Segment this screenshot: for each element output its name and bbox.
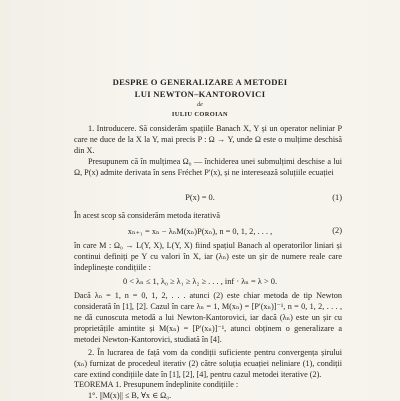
paragraph-section-2: 2. În lucrarea de față vom da condiții suficiente pentru convergența șirului (xₙ) furnizat de procedeul iterativ (2) către soluția ecuației neliniare (1), condiții care extind condițiile date în [1], [2], [4], pentru cazul metodei iterative (2). [74,348,342,379]
theorem-1-condition-1: 1°. ||M(x)|| ≤ B, ∀x ∈ Ω₀. [88,391,172,400]
paragraph-introduction: 1. Introducere. Să considerăm spațiile Banach X, Y și un operator neliniar P care ne duce de la X la Y, mai precis P : Ω → Y, unde Ω este o mulțime deschisă din X. [74,124,342,155]
equation-1-number: (1) [332,193,342,202]
equation-2-body: xₙ₊₁ = xₙ − λₙM(xₙ)P(xₙ), n = 0, 1, 2, . . . , [127,227,273,236]
paragraph-special-cases: Dacă λₙ = 1, n = 0, 1, 2, . . . atunci (2) este chiar metoda de tip Newton considerată în [1], [2]. Cazul în care λₙ = 1, M(xₙ) = [P′(xₙ)]⁻¹, n = 0, 1, 2, . . . , ne dă cunoscuta metodă a lui Newton-Kantorovici, iar dacă (λₙ) este un șir cu proprietățile amintite și M(xₙ) = [P′(xₙ)]⁻¹, atunci obținem o generalizare a metodei Newton-Kantorovici, studiată în [4]. [74,291,342,344]
equation-1-body: P(x) = 0. [185,193,215,202]
paragraph-assumption: Presupunem că în mulțimea Ω₀ — închiderea unei submulțimi deschise a lui Ω, P(x) admite derivata în sens Fréchet P′(x), și ne interesează soluțiile ecuației [74,157,342,177]
equation-2 [0,226,400,236]
paragraph-operator-definition: în care M : Ω₀ → L(Y, X), L(Y, X) fiind spațiul Banach al operatorilor liniari și continui definiți pe Y cu valori în X, iar (λₙ) este un șir de numere reale care îndeplinește condițiile : [74,241,342,272]
theorem-1-heading: TEOREMA 1. Presupunem îndeplinite condițiile : [74,380,239,389]
equation-lambda-conditions: 0 < λₙ ≤ 1, λ₀ ≥ λ₁ ≥ λ₂ ≥ . . . , inf · λₙ = λ > 0. [122,277,278,286]
equation-2-number: (2) [332,226,342,235]
byline-de: de [197,102,203,108]
equation-1 [0,193,400,202]
author-name: IULIU COROIAN [171,111,229,118]
paragraph-method-intro: În acest scop să considerăm metoda iterativă [74,211,220,220]
article-title-line-2: LUI NEWTON–KANTOROVICI [134,89,266,99]
article-title-line-1: DESPRE O GENERALIZARE A METODEI [112,77,288,87]
